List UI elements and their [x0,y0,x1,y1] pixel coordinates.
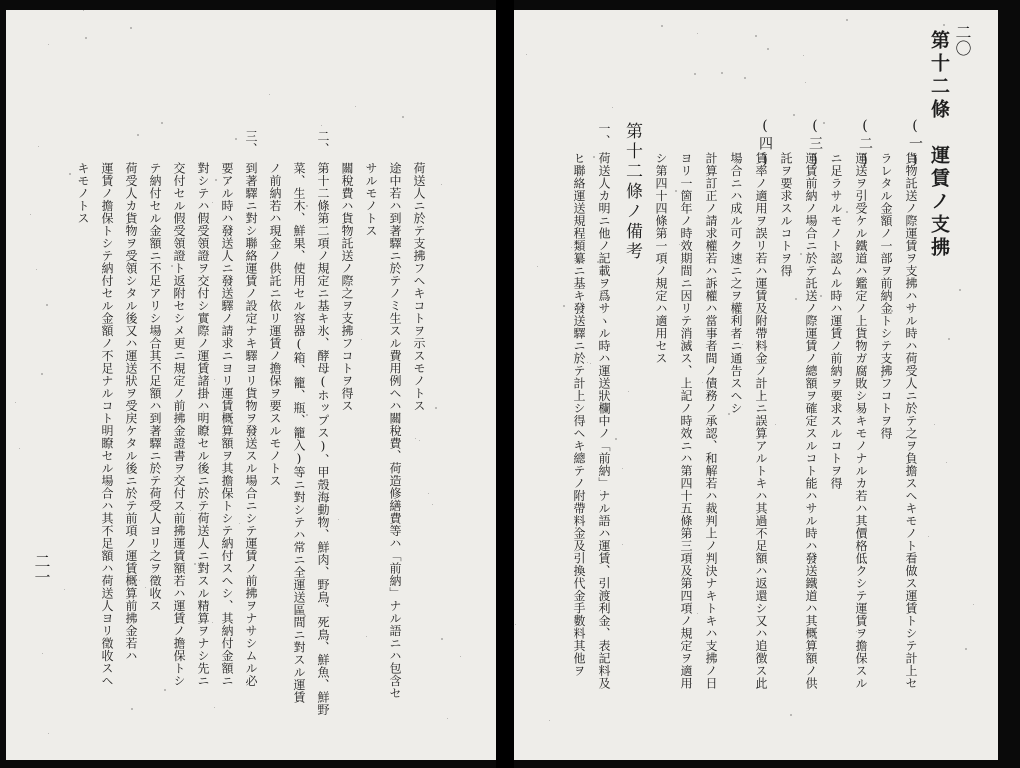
paper-speck [697,613,698,614]
note-line: 對シテハ假受領證ヲ交付シ實際ノ運賃諸掛ハ明瞭セル後ニ於テ荷送人ニ對スル精算ヲナシ先ニ [196,162,210,687]
item-marker: (二) [857,118,873,170]
paper-speck [161,122,163,124]
paper-speck [721,72,723,74]
paper-speck [793,114,795,116]
note-line: 到著驛ニ對シ聯絡運賃ノ設定ナキ驛ヨリ貨物ヲ發送スル場合ニシテ運賃ノ前拂ヲナサシムル必 [244,162,258,687]
paper-speck [615,438,617,440]
paper-speck [441,184,442,185]
left-page-text [6,10,496,760]
paper-speck [85,37,87,39]
paper-speck [428,493,429,494]
paper-speck [593,156,595,158]
paper-speck [415,438,416,439]
item-marker: (三) [807,118,823,170]
note-line: キモノトス [76,162,90,225]
paper-speck [943,24,945,26]
paper-speck [38,146,39,147]
paper-speck [600,490,601,491]
note-marker: 一、 [597,122,611,147]
paper-speck [158,270,159,271]
paper-speck [571,247,572,248]
paper-speck [326,482,327,483]
paper-speck [361,339,362,340]
paper-speck [856,631,857,632]
paper-speck [338,519,339,520]
paper-speck [19,448,20,449]
paper-speck [212,202,213,203]
paper-speck [48,733,49,734]
paper-speck [190,510,191,511]
item-line: ニ足ラサルモノト認ムル時ハ運賃ノ前納ヲ要求スルコトヲ得 [829,152,843,490]
note-line: 途中若ハ到著驛ニ於テノミ生スル費用例ヘハ關稅費、荷造修繕費等ハ「前納」ナル語ニハ包含セ [388,162,402,700]
paper-speck [321,125,322,126]
paper-speck [597,261,599,263]
paper-speck [175,437,176,438]
item-line: 運送ヲ引受ケル鐵道ハ鑑定ノ上貨物ガ腐敗シ易キモノナルカ若ハ其價格低クシテ運賃ヲ擔保スル [854,152,868,690]
note-line: 荷送人ニ於テ支拂フヘキコトヲ示スモノトス [412,162,426,412]
paper-speck [164,689,166,691]
paper-speck [130,27,132,29]
paper-speck [366,636,367,637]
paper-speck [702,382,703,383]
paper-speck [861,232,862,233]
note-line: 要アル時ハ發送人ニ發送驛ノ請求ニヨリ運賃概算額ヲ其擔保トシテ納付スヘシ、其納付金額ニ [220,162,234,687]
paper-speck [212,622,213,623]
paper-speck [575,527,577,529]
paper-speck [661,25,663,27]
paper-speck [755,35,757,37]
paper-speck [959,289,961,291]
item-line: 運賃前納ノ場合ニ於テ託送ノ際運賃ノ總額ヲ確定スルコト能ハサル時ハ發送鐵道ハ其概算額ノ供 [804,152,818,690]
note-line: テ納付セル金額ニ不足アリシ場合其不足額ハ到著驛ニ於テ荷受人ヨリ之ヲ徵收ス [148,162,162,612]
paper-speck [803,55,804,56]
left-page-number: 二一 [32,553,51,585]
paper-speck [214,707,215,708]
paper-speck [69,173,71,175]
paper-speck [679,244,680,245]
remarks-heading: 第十二條ノ備考 [622,122,642,262]
section-heading: 第十二條 運賃ノ支拂 [928,30,950,260]
paper-speck [766,213,767,214]
paper-speck [419,440,420,441]
note-line: サルモノトス [364,162,378,237]
item-line: 賃率ノ適用ヲ誤リ若ハ運賃及附帶料金ノ計上ニ誤算アルトキハ其過不足額ハ返還シ又ハ追徴ス此 [754,152,768,690]
paper-speck [805,82,806,83]
paper-speck [657,325,658,326]
paper-speck [306,414,308,416]
note-marker: 三、 [244,130,258,155]
paper-speck [239,523,240,524]
paper-speck [214,379,215,380]
paper-speck [563,305,565,307]
paper-speck [171,265,173,267]
note-line: ヒ聯絡運送規程類纂ニ基キ發送驛ニ於テ計上シ得ヘキ總テノ附帶料金及引換代金手數料其他ヲ [572,152,586,677]
paper-speck [15,402,16,403]
paper-speck [203,411,204,412]
paper-speck [973,604,974,605]
paper-speck [30,214,31,215]
note-line: 荷送人カ明ニ他ノ記載ヲ爲サヽル時ハ運送狀欄中ノ「前納」ナル語ハ運賃、引渡利金、表記料及 [597,152,611,690]
paper-speck [158,329,160,331]
paper-speck [628,391,629,392]
paper-speck [912,558,914,560]
paper-speck [691,683,692,684]
paper-speck [761,394,763,396]
left-page [6,10,496,760]
note-line: 交付セル假受領證ト返附セシメ更ニ規定ノ前拂金證書ヲ交付ス前拂運賃額若ハ運賃ノ擔保トシ [172,162,186,687]
paper-speck [145,587,146,588]
paper-speck [742,344,743,345]
paper-speck [254,317,256,319]
paper-speck [83,10,84,11]
paper-speck [694,73,696,75]
paper-speck [820,295,822,297]
paper-speck [934,424,935,425]
paper-speck [183,404,184,405]
paper-speck [675,190,677,192]
paper-speck [800,253,802,255]
paper-speck [515,624,516,625]
item-line: 託ヲ要求スルコトヲ得 [779,152,793,277]
note-line: 荷受人カ貨物ヲ受領シタル後又ハ運送狀ヲ受戻ケタル後ニ於テ前項ノ運賃概算前拂金若ハ [124,162,138,662]
right-page-number: 二〇 [953,24,972,56]
item-marker: (一) [907,118,923,170]
paper-speck [590,363,591,364]
item-marker: (四) [757,118,773,170]
paper-speck [230,312,231,313]
paper-speck [215,179,217,181]
item-line: シ第四十四條第一項ノ規定ハ適用セス [654,152,668,365]
paper-speck [688,228,690,230]
note-line: 第十二條第二項ノ規定ニ基キ氷、酵母(ホップス)、甲殼海動物、鮮肉、野鳥、死鳥、鮮魚、鮮野 [316,162,330,716]
paper-speck [137,134,139,136]
paper-speck [402,116,404,118]
paper-speck [965,648,967,650]
paper-speck [447,718,448,719]
paper-speck [414,177,416,179]
note-marker: 二、 [316,130,330,155]
paper-speck [697,33,698,34]
paper-speck [767,48,769,50]
paper-speck [823,122,825,124]
paper-speck [235,138,237,140]
paper-speck [435,407,437,409]
note-line: 運賃ノ擔保トシテ納付セル金額ノ不足ナルコト明瞭セル場合ハ其不足額ハ荷送人ヨリ徵收スヘ [100,162,114,687]
paper-speck [928,536,929,537]
paper-speck [549,720,550,721]
paper-speck [728,413,730,415]
note-line: ノ前納若ハ現金ノ供託ニ依リ運賃ノ擔保ヲ要スルモノトス [268,162,282,487]
paper-speck [744,77,746,79]
paper-speck [131,708,133,710]
paper-speck [795,298,797,300]
paper-speck [432,504,433,505]
paper-speck [306,205,308,207]
paper-speck [41,373,43,375]
paper-speck [304,615,306,617]
paper-speck [64,589,65,590]
paper-speck [881,376,883,378]
paper-speck [269,94,270,95]
paper-speck [775,424,776,425]
note-line: 關稅費ハ貨物託送ノ際之ヲ支拂フコトヲ得ス [340,162,354,412]
right-page-text [514,10,998,760]
paper-speck [790,714,792,716]
paper-speck [46,304,48,306]
paper-speck [846,19,848,21]
paper-speck [139,580,140,581]
paper-speck [194,563,196,565]
paper-speck [687,350,688,351]
paper-speck [48,44,49,45]
paper-speck [355,106,356,107]
item-line: ラレタル金額ノ一部ヲ前納金トシテ支拂フコトヲ得 [879,152,893,440]
paper-speck [612,107,613,108]
paper-speck [946,462,947,463]
paper-speck [891,310,893,312]
paper-speck [441,638,443,640]
paper-speck [36,269,37,270]
paper-speck [846,211,848,213]
note-line: 菜、生木、鮮果、使用セル容器(箱、籠、瓶、籠入)等ニ對シテハ常ニ全運送區間ニ對スル運賃 [292,162,306,704]
paper-speck [948,338,950,340]
paper-speck [587,362,588,363]
paper-speck [622,544,623,545]
paper-speck [42,653,43,654]
right-page [514,10,998,760]
paper-speck [227,182,229,184]
book-gutter [496,0,514,768]
item-line: 場合ニハ成ル可ク速ニ之ヲ權利者ニ通告スヘシ [729,152,743,415]
paper-speck [537,266,538,267]
paper-speck [460,656,461,657]
paper-speck [526,54,527,55]
item-line: ヨリ一箇年ノ時效期間ニ因リテ消滅ス、上記ノ時效ニハ第四十五條第三項及第四項ノ規定ヲ適用 [679,152,693,690]
item-line: 計算訂正ノ請求權若ハ訴權ハ當事者間ノ債務ノ承認、和解若ハ裁判上ノ判決ナキトキハ支拂ノ日 [704,152,718,690]
paper-speck [622,468,623,469]
item-line: 貨物託送ノ際運賃ヲ支拂ハサル時ハ荷受人ニ於テ之ヲ負擔スヘキモノト看做ス運賃トシテ計上セ [904,152,918,690]
